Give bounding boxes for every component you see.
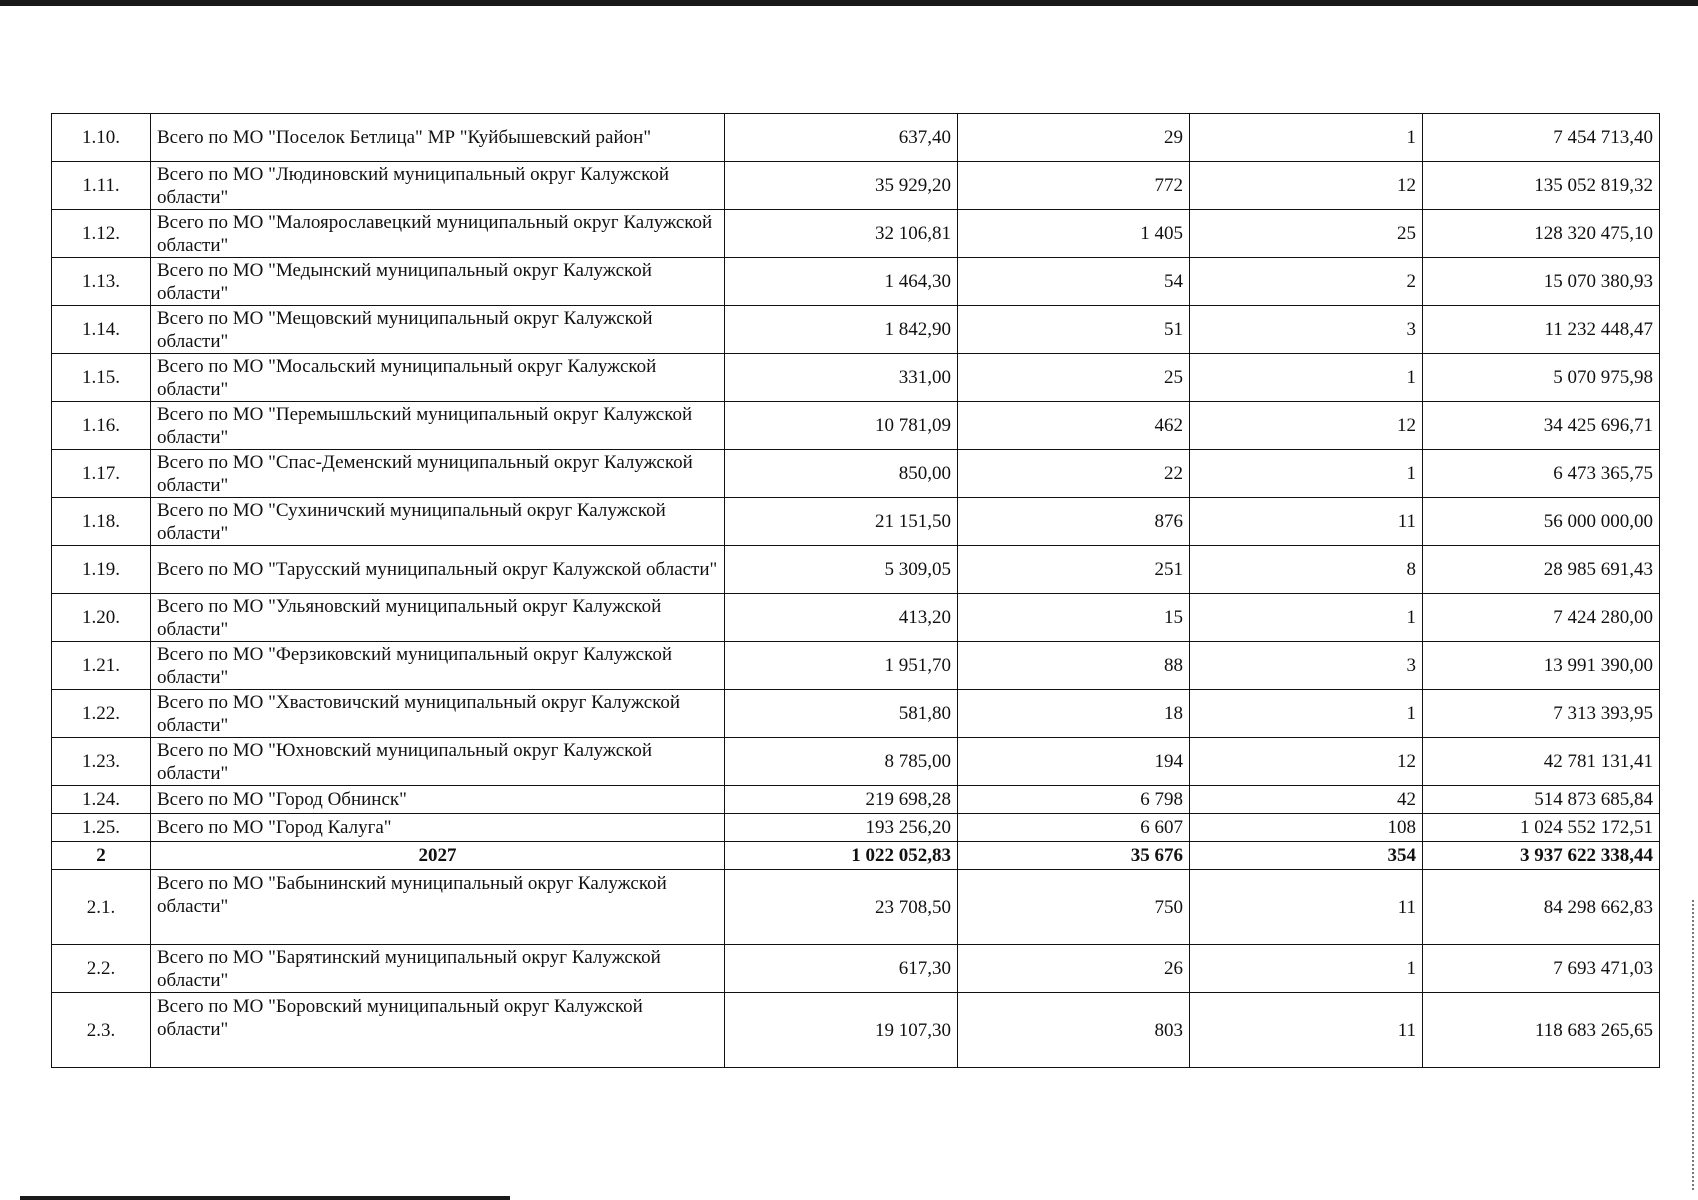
row-name: Всего по МО "Хвастовичский муниципальный округ Калужской области": [151, 690, 725, 738]
row-residents: 35 676: [958, 842, 1190, 870]
scan-top-edge: [0, 0, 1698, 6]
table-row: [52, 945, 1660, 993]
row-area: 32 106,81: [725, 210, 958, 258]
row-number: 1.16.: [52, 402, 151, 450]
row-cost: 7 693 471,03: [1423, 945, 1660, 993]
row-houses: 1: [1190, 450, 1423, 498]
row-cost: 28 985 691,43: [1423, 546, 1660, 594]
row-cost: 128 320 475,10: [1423, 210, 1660, 258]
row-houses: 3: [1190, 642, 1423, 690]
row-name: Всего по МО "Тарусский муниципальный округ Калужской области": [151, 546, 725, 594]
row-area: 1 022 052,83: [725, 842, 958, 870]
row-houses: 25: [1190, 210, 1423, 258]
row-name: Всего по МО "Город Калуга": [151, 814, 725, 842]
row-cost: 34 425 696,71: [1423, 402, 1660, 450]
table-row: [52, 870, 1660, 945]
row-residents: 54: [958, 258, 1190, 306]
row-cost: 135 052 819,32: [1423, 162, 1660, 210]
table-row: [52, 498, 1660, 546]
data-table: [51, 113, 1660, 1068]
row-cost: 56 000 000,00: [1423, 498, 1660, 546]
row-cost: 84 298 662,83: [1423, 870, 1660, 945]
row-houses: 12: [1190, 402, 1423, 450]
row-cost: 13 991 390,00: [1423, 642, 1660, 690]
row-residents: 6 607: [958, 814, 1190, 842]
row-area: 581,80: [725, 690, 958, 738]
row-cost: 15 070 380,93: [1423, 258, 1660, 306]
row-cost: 3 937 622 338,44: [1423, 842, 1660, 870]
scan-bottom-edge: [20, 1196, 510, 1200]
row-name: Всего по МО "Бабынинский муниципальный округ Калужской области": [151, 870, 725, 945]
row-name: Всего по МО "Сухиничский муниципальный округ Калужской области": [151, 498, 725, 546]
table-row: [52, 594, 1660, 642]
row-residents: 26: [958, 945, 1190, 993]
row-residents: 750: [958, 870, 1190, 945]
table-row: [52, 738, 1660, 786]
row-name: Всего по МО "Спас-Деменский муниципальный округ Калужской области": [151, 450, 725, 498]
row-name: Всего по МО "Город Обнинск": [151, 786, 725, 814]
row-houses: 354: [1190, 842, 1423, 870]
row-area: 35 929,20: [725, 162, 958, 210]
row-houses: 3: [1190, 306, 1423, 354]
row-name: Всего по МО "Боровский муниципальный округ Калужской области": [151, 993, 725, 1068]
table-row: [52, 258, 1660, 306]
table-row: [52, 546, 1660, 594]
row-residents: 15: [958, 594, 1190, 642]
row-houses: 1: [1190, 354, 1423, 402]
row-area: 193 256,20: [725, 814, 958, 842]
row-area: 21 151,50: [725, 498, 958, 546]
row-number: 1.19.: [52, 546, 151, 594]
row-number: 1.15.: [52, 354, 151, 402]
table-row: [52, 306, 1660, 354]
row-residents: 29: [958, 114, 1190, 162]
table-row: [52, 114, 1660, 162]
row-houses: 12: [1190, 162, 1423, 210]
row-residents: 22: [958, 450, 1190, 498]
table-row: [52, 786, 1660, 814]
row-number: 1.10.: [52, 114, 151, 162]
row-area: 1 951,70: [725, 642, 958, 690]
scan-right-edge: [1692, 900, 1696, 1190]
row-residents: 88: [958, 642, 1190, 690]
row-name: Всего по МО "Малоярославецкий муниципальный округ Калужской области": [151, 210, 725, 258]
row-residents: 251: [958, 546, 1190, 594]
row-houses: 11: [1190, 993, 1423, 1068]
row-name: Всего по МО "Мосальский муниципальный округ Калужской области": [151, 354, 725, 402]
row-area: 19 107,30: [725, 993, 958, 1068]
row-area: 10 781,09: [725, 402, 958, 450]
row-cost: 42 781 131,41: [1423, 738, 1660, 786]
row-name: Всего по МО "Мещовский муниципальный округ Калужской области": [151, 306, 725, 354]
row-houses: 42: [1190, 786, 1423, 814]
row-cost: 5 070 975,98: [1423, 354, 1660, 402]
row-number: 1.20.: [52, 594, 151, 642]
table-row: [52, 354, 1660, 402]
row-area: 8 785,00: [725, 738, 958, 786]
row-number: 1.12.: [52, 210, 151, 258]
row-houses: 11: [1190, 870, 1423, 945]
row-number: 2.1.: [52, 870, 151, 945]
row-residents: 194: [958, 738, 1190, 786]
row-cost: 7 313 393,95: [1423, 690, 1660, 738]
row-residents: 6 798: [958, 786, 1190, 814]
row-number: 1.21.: [52, 642, 151, 690]
row-number: 2.2.: [52, 945, 151, 993]
row-cost: 11 232 448,47: [1423, 306, 1660, 354]
row-houses: 1: [1190, 690, 1423, 738]
table-row: [52, 690, 1660, 738]
row-name: Всего по МО "Людиновский муниципальный округ Калужской области": [151, 162, 725, 210]
row-residents: 462: [958, 402, 1190, 450]
row-area: 637,40: [725, 114, 958, 162]
row-area: 413,20: [725, 594, 958, 642]
row-number: 1.25.: [52, 814, 151, 842]
row-cost: 118 683 265,65: [1423, 993, 1660, 1068]
row-cost: 6 473 365,75: [1423, 450, 1660, 498]
row-residents: 1 405: [958, 210, 1190, 258]
row-residents: 51: [958, 306, 1190, 354]
table-row: [52, 993, 1660, 1068]
row-area: 850,00: [725, 450, 958, 498]
row-area: 1 464,30: [725, 258, 958, 306]
row-name: Всего по МО "Ульяновский муниципальный округ Калужской области": [151, 594, 725, 642]
row-name: Всего по МО "Юхновский муниципальный округ Калужской области": [151, 738, 725, 786]
row-number: 1.17.: [52, 450, 151, 498]
row-number: 1.13.: [52, 258, 151, 306]
row-area: 23 708,50: [725, 870, 958, 945]
row-name: Всего по МО "Медынский муниципальный округ Калужской области": [151, 258, 725, 306]
row-houses: 12: [1190, 738, 1423, 786]
row-cost: 7 454 713,40: [1423, 114, 1660, 162]
row-houses: 1: [1190, 594, 1423, 642]
row-residents: 18: [958, 690, 1190, 738]
row-name: Всего по МО "Поселок Бетлица" МР "Куйбышевский район": [151, 114, 725, 162]
row-number: 2.3.: [52, 993, 151, 1068]
row-cost: 1 024 552 172,51: [1423, 814, 1660, 842]
total-row: [52, 842, 1660, 870]
table-row: [52, 642, 1660, 690]
table-row: [52, 162, 1660, 210]
row-houses: 2: [1190, 258, 1423, 306]
row-name: Всего по МО "Барятинский муниципальный округ Калужской области": [151, 945, 725, 993]
row-name: 2027: [151, 842, 725, 870]
row-houses: 108: [1190, 814, 1423, 842]
row-number: 1.24.: [52, 786, 151, 814]
table-row: [52, 450, 1660, 498]
row-number: 1.14.: [52, 306, 151, 354]
row-houses: 8: [1190, 546, 1423, 594]
row-area: 331,00: [725, 354, 958, 402]
row-name: Всего по МО "Перемышльский муниципальный округ Калужской области": [151, 402, 725, 450]
row-residents: 772: [958, 162, 1190, 210]
row-area: 1 842,90: [725, 306, 958, 354]
row-residents: 876: [958, 498, 1190, 546]
row-houses: 1: [1190, 114, 1423, 162]
row-area: 219 698,28: [725, 786, 958, 814]
table-row: [52, 814, 1660, 842]
row-number: 1.11.: [52, 162, 151, 210]
table-row: [52, 402, 1660, 450]
row-number: 2: [52, 842, 151, 870]
row-houses: 1: [1190, 945, 1423, 993]
row-cost: 7 424 280,00: [1423, 594, 1660, 642]
row-houses: 11: [1190, 498, 1423, 546]
row-number: 1.23.: [52, 738, 151, 786]
row-area: 5 309,05: [725, 546, 958, 594]
row-residents: 803: [958, 993, 1190, 1068]
row-name: Всего по МО "Ферзиковский муниципальный округ Калужской области": [151, 642, 725, 690]
row-number: 1.18.: [52, 498, 151, 546]
table-row: [52, 210, 1660, 258]
row-number: 1.22.: [52, 690, 151, 738]
row-area: 617,30: [725, 945, 958, 993]
row-residents: 25: [958, 354, 1190, 402]
row-cost: 514 873 685,84: [1423, 786, 1660, 814]
